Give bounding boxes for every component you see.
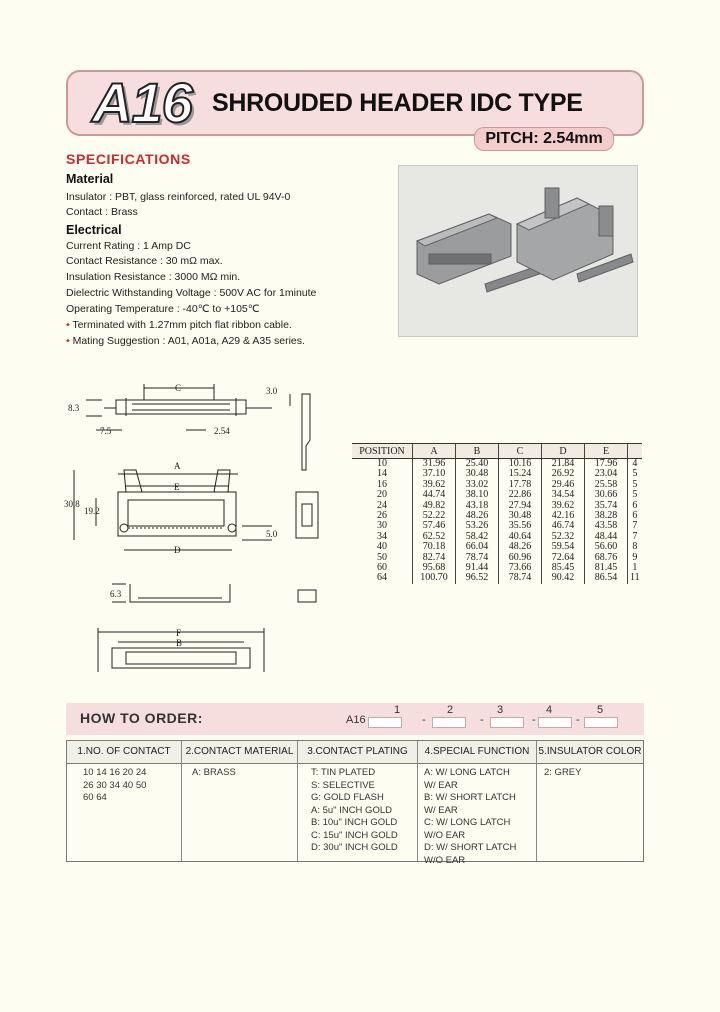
- order-slot-number: 1: [394, 704, 401, 716]
- order-option: 60 64: [83, 792, 107, 803]
- dimension-table-cell: 78.74: [456, 553, 499, 563]
- order-option: W/ EAR: [424, 804, 458, 816]
- order-option: 10 14 16 20 24: [83, 767, 147, 778]
- material-heading: Material: [66, 172, 114, 186]
- dimension-table-cell: 39.62: [413, 480, 456, 490]
- order-option: D: W/ SHORT LATCH: [424, 842, 517, 853]
- dimension-table-cell: 23.04: [585, 469, 628, 479]
- order-option: G: GOLD FLASH: [311, 792, 384, 803]
- dimension-table-cell: 43.58: [585, 521, 628, 531]
- dimension-table-cell: 11: [628, 573, 642, 583]
- dimension-table-cell: 42.16: [542, 511, 585, 521]
- dimension-table-cell: 95.68: [413, 563, 456, 573]
- order-col-header: 2.CONTACT MATERIAL: [182, 741, 297, 764]
- order-col-values: [311, 767, 398, 855]
- dimension-table-cell: 30.48: [499, 511, 542, 521]
- order-separator: -: [480, 714, 484, 726]
- column-divider: [181, 741, 182, 861]
- dimension-table-cell: 53.26: [456, 521, 499, 531]
- spec-note: • Terminated with 1.27mm pitch flat ribbon cable.: [66, 319, 292, 331]
- dimension-table-cell: 16: [377, 478, 387, 490]
- dimension-table-cell: 35.74: [585, 501, 628, 511]
- order-slot: [538, 717, 572, 728]
- dimension-table-cell: 35.56: [499, 521, 542, 531]
- order-col-header: 3.CONTACT PLATING: [298, 741, 417, 764]
- dimension-table-cell: 50: [377, 551, 387, 563]
- dimension-table-cell: 49.82: [413, 501, 456, 511]
- dim-label: 7.5: [100, 426, 112, 436]
- order-option: B: 10u" INCH GOLD: [311, 817, 398, 828]
- order-options-table: [66, 740, 644, 866]
- order-option: W/ EAR: [424, 779, 458, 791]
- dimension-table-cell: 60.96: [499, 553, 542, 563]
- dim-label: 5.0: [266, 529, 278, 539]
- order-option: D: 30u" INCH GOLD: [311, 842, 398, 853]
- dim-label: 30.8: [64, 499, 80, 509]
- dimension-table-cell: 48.44: [585, 532, 628, 542]
- order-option: B: W/ SHORT LATCH: [424, 792, 516, 803]
- order-option: T: TIN PLATED: [311, 767, 376, 778]
- dimension-table-cell: 6: [628, 511, 642, 521]
- order-col-header: 1.NO. OF CONTACT: [67, 741, 181, 764]
- dim-label: 3.0: [266, 386, 278, 396]
- spec-line: Contact : Brass: [66, 206, 138, 218]
- order-option: A: 5u" INCH GOLD: [311, 804, 392, 816]
- order-col-values: [544, 767, 582, 780]
- dimension-table-cell: 5: [628, 469, 642, 479]
- dimension-table-cell: 5: [628, 480, 642, 490]
- order-separator: -: [576, 714, 580, 726]
- column-divider: [417, 741, 418, 861]
- dimension-table-cell: 34: [377, 530, 387, 542]
- dimension-table-cell: 86.54: [585, 573, 628, 583]
- dimension-table-cell: 4: [628, 459, 642, 470]
- dim-label: 8.3: [68, 403, 80, 413]
- order-separator: -: [532, 714, 536, 726]
- dimension-table-cell: 9: [628, 553, 642, 563]
- order-slot-number: 4: [546, 704, 553, 716]
- order-option: 26 30 34 40 50: [83, 779, 147, 791]
- dimension-table-cell: 25.58: [585, 480, 628, 490]
- dimension-table-cell: 40: [377, 541, 387, 553]
- dimension-table-cell: 33.02: [456, 480, 499, 490]
- dimension-table-cell: 46.74: [542, 521, 585, 531]
- dimension-table-cell: 26: [377, 510, 387, 522]
- order-option: C: 15u" INCH GOLD: [311, 829, 398, 841]
- order-slot-number: 3: [497, 704, 504, 716]
- dimension-table-cell: 70.18: [413, 542, 456, 552]
- dimension-table-cell: 15.24: [499, 469, 542, 479]
- product-title: SHROUDED HEADER IDC TYPE: [212, 89, 583, 117]
- order-slot: [584, 717, 618, 728]
- model-number: A16: [92, 71, 192, 134]
- spec-line: Current Rating : 1 Amp DC: [66, 240, 191, 252]
- dimension-table-cell: 30.48: [456, 469, 499, 479]
- dimension-table-cell: 38.10: [456, 490, 499, 500]
- dimension-table-cell: 82.74: [413, 553, 456, 563]
- order-slot: [490, 717, 524, 728]
- dimension-table-cell: 85.45: [542, 563, 585, 573]
- how-to-order-title: HOW TO ORDER:: [80, 710, 203, 726]
- dimension-table-cell: 56.60: [585, 542, 628, 552]
- dimension-table-cell: 48.26: [456, 511, 499, 521]
- dimension-table-cell: 100.70: [413, 573, 456, 583]
- dimension-table: [352, 443, 642, 584]
- spec-line: Insulation Resistance : 3000 MΩ min.: [66, 271, 241, 283]
- dim-label: E: [174, 482, 180, 492]
- dimension-table-cell: 37.10: [413, 469, 456, 479]
- dimension-table-cell: 7: [628, 521, 642, 531]
- dimension-table-cell: 62.52: [413, 532, 456, 542]
- dimension-table-cell: 38.28: [585, 511, 628, 521]
- dimension-table-cell: 91.44: [456, 563, 499, 573]
- dimension-table-cell: 10: [377, 458, 387, 469]
- spec-note: • Mating Suggestion : A01, A01a, A29 & A35 series.: [66, 335, 305, 347]
- dim-label: C: [175, 383, 182, 393]
- spec-line: Dielectric Withstanding Voltage : 500V AC for 1minute: [66, 287, 317, 299]
- dimension-table-cell: 21.84: [542, 459, 585, 470]
- order-slot: [432, 717, 466, 728]
- spec-line: Operating Temperature : -40℃ to +105℃: [66, 303, 260, 315]
- dimension-table-cell: 10.16: [499, 459, 542, 470]
- dimension-table-cell: 48.26: [499, 542, 542, 552]
- dimension-table-header: POSITION A B C D E: [352, 444, 642, 459]
- dimension-table-cell: 68.76: [585, 553, 628, 563]
- order-option: W/O EAR: [424, 854, 466, 866]
- dimension-table-cell: 52.32: [542, 532, 585, 542]
- dimension-table-cell: 7: [628, 532, 642, 542]
- order-separator: -: [422, 714, 426, 726]
- dimension-table-cell: 78.74: [499, 573, 542, 583]
- dimension-table-cell: 1: [628, 563, 642, 573]
- dimension-table-cell: 73.66: [499, 563, 542, 573]
- dim-label: 19.2: [84, 506, 100, 516]
- dimension-table-cell: 96.52: [456, 573, 499, 583]
- order-option: W/O EAR: [424, 829, 466, 841]
- dimension-table-cell: 81.45: [585, 563, 628, 573]
- spec-line: Contact Resistance : 30 mΩ max.: [66, 255, 223, 267]
- spec-line: Insulator : PBT, glass reinforced, rated UL 94V-0: [66, 191, 291, 203]
- order-slot-number: 2: [447, 704, 454, 716]
- order-col-header: 4.SPECIAL FUNCTION: [418, 741, 536, 764]
- dim-label: B: [176, 638, 183, 648]
- dim-label: 6.3: [110, 589, 122, 599]
- order-option: C: W/ LONG LATCH: [424, 817, 511, 828]
- dimension-table-cell: 31.96: [413, 459, 456, 470]
- dimension-table-cell: 60: [377, 562, 387, 574]
- specifications-heading: SPECIFICATIONS: [66, 151, 191, 167]
- dimension-table-cell: 59.54: [542, 542, 585, 552]
- dimension-table-cell: 58.42: [456, 532, 499, 542]
- dimension-table-cell: 34.54: [542, 490, 585, 500]
- dimension-table-cell: 40.64: [499, 532, 542, 542]
- order-col-values: [83, 767, 146, 805]
- dimension-table-cell: 20: [377, 489, 387, 501]
- dimension-table-cell: 26.92: [542, 469, 585, 479]
- dimension-table-cell: 30: [377, 520, 387, 532]
- dimension-table-row: [352, 573, 642, 583]
- dimension-table-cell: 17.96: [585, 459, 628, 470]
- dimension-table-cell: 39.62: [542, 501, 585, 511]
- order-option: 2: GREY: [544, 767, 582, 778]
- order-slot: [368, 717, 402, 728]
- dim-label: D: [174, 545, 181, 555]
- dimension-table-cell: 52.22: [413, 511, 456, 521]
- electrical-heading: Electrical: [66, 223, 122, 237]
- order-option: A: W/ LONG LATCH: [424, 767, 510, 778]
- order-option: A: BRASS: [192, 767, 236, 778]
- dimension-table-cell: 27.94: [499, 501, 542, 511]
- technical-drawing: [66, 380, 346, 680]
- dimension-table-cell: 17.78: [499, 480, 542, 490]
- pitch-badge: PITCH: 2.54mm: [474, 127, 614, 151]
- dimension-table-cell: 6: [628, 501, 642, 511]
- dimension-table-cell: 57.46: [413, 521, 456, 531]
- dimension-table-cell: 66.04: [456, 542, 499, 552]
- dimension-table-cell: 30.66: [585, 490, 628, 500]
- order-option: S: SELECTIVE: [311, 779, 375, 791]
- dimension-table-cell: 29.46: [542, 480, 585, 490]
- dim-label: F: [176, 628, 182, 638]
- order-slot-number: 5: [597, 704, 604, 716]
- order-col-values: [192, 767, 236, 780]
- dimension-table-cell: 25.40: [456, 459, 499, 470]
- dimension-table-cell: 44.74: [413, 490, 456, 500]
- dimension-table-cell: 14: [377, 468, 387, 480]
- dim-label: A: [174, 461, 181, 471]
- order-col-header: 5.INSULATOR COLOR: [537, 741, 643, 764]
- dim-label: 2.54: [214, 426, 230, 436]
- order-col-values: [424, 767, 516, 867]
- dimension-table-cell: 43.18: [456, 501, 499, 511]
- dimension-table-cell: 24: [377, 499, 387, 511]
- column-divider: [297, 741, 298, 861]
- product-photo: [398, 165, 638, 337]
- dimension-table-cell: 22.86: [499, 490, 542, 500]
- dimension-table-cell: 64: [377, 572, 387, 584]
- dimension-table-cell: 8: [628, 542, 642, 552]
- dimension-table-cell: 5: [628, 490, 642, 500]
- dimension-table-cell: 90.42: [542, 573, 585, 583]
- column-divider: [536, 741, 537, 861]
- order-code-prefix: A16: [346, 714, 366, 726]
- dimension-table-cell: 72.64: [542, 553, 585, 563]
